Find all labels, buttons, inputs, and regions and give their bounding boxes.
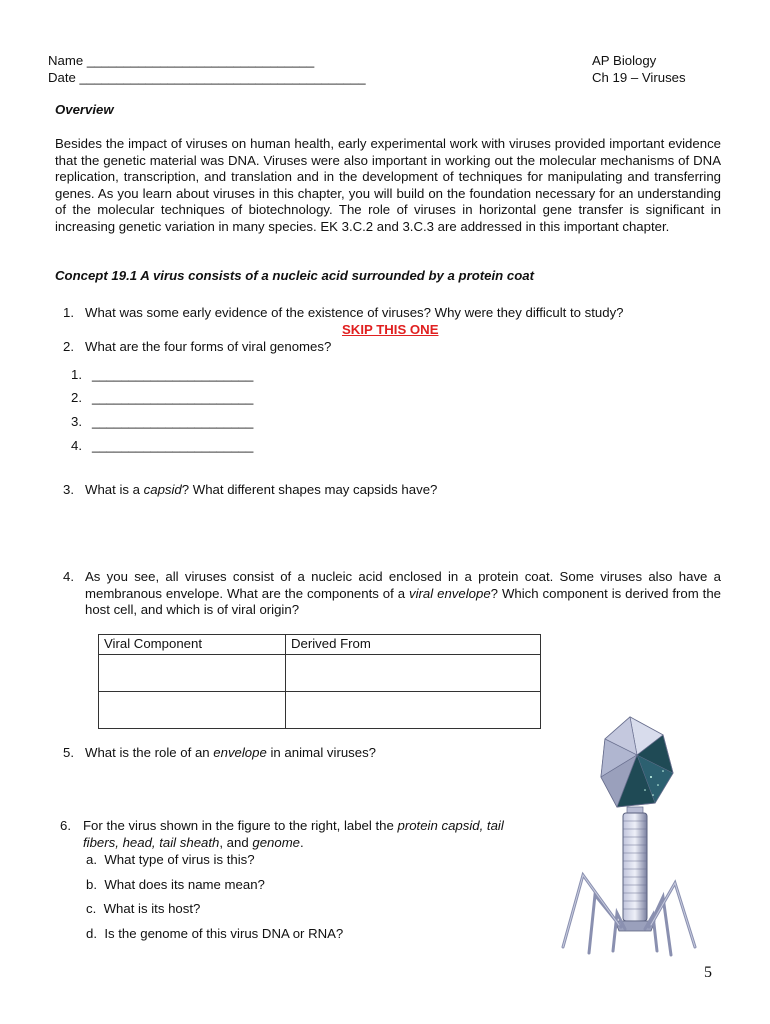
table-cell[interactable] <box>286 691 541 728</box>
genome-blank: ______________________ <box>92 390 254 405</box>
q6-text: For the virus shown in the figure to the right, label the protein capsid, tail fibers, head, tail sheath, and genome. <box>83 818 504 850</box>
q2-number: 2. <box>63 339 74 354</box>
table-header-viral-component: Viral Component <box>99 635 286 655</box>
course-title: AP Biology <box>592 53 657 68</box>
overview-heading: Overview <box>55 102 114 117</box>
genome-blank-number: 4. <box>71 438 82 453</box>
q4-text: As you see, all viruses consist of a nucleic acid enclosed in a protein coat. Some viruses also have a membranous envelope. What are the components of a viral envelope? Which component is derived from the host cell, and which is of viral origin? <box>85 569 722 617</box>
genome-blank: ______________________ <box>92 367 254 382</box>
q5-number: 5. <box>63 745 74 760</box>
q2-text: What are the four forms of viral genomes? <box>85 339 332 354</box>
q6-sub-d: d. Is the genome of this virus DNA or RNA? <box>86 926 344 941</box>
q3-number: 3. <box>63 482 74 497</box>
q6-sub-a: a. What type of virus is this? <box>86 852 255 867</box>
q3-text: What is a capsid? What different shapes may capsids have? <box>85 482 438 497</box>
skip-note: SKIP THIS ONE <box>342 322 439 337</box>
q1-text: What was some early evidence of the existence of viruses? Why were they difficult to study? <box>85 305 624 320</box>
page-number: 5 <box>704 964 712 981</box>
concept-heading: Concept 19.1 A virus consists of a nucleic acid surrounded by a protein coat <box>55 268 535 283</box>
genome-blank-number: 1. <box>71 367 82 382</box>
bacteriophage-illustration-icon <box>555 715 705 960</box>
date-field: Date _______________________________________ <box>48 70 366 85</box>
q1-number: 1. <box>63 305 74 320</box>
table-cell[interactable] <box>99 654 286 691</box>
q4-number: 4. <box>63 569 74 584</box>
genome-blank-number: 2. <box>71 390 82 405</box>
envelope-table <box>98 634 541 729</box>
genome-blank: ______________________ <box>92 414 254 429</box>
chapter-title: Ch 19 – Viruses <box>592 70 686 85</box>
q6-sub-c: c. What is its host? <box>86 901 201 916</box>
table-header-derived-from: Derived From <box>286 635 541 655</box>
q5-text: What is the role of an envelope in animal viruses? <box>85 745 377 760</box>
genome-blank: ______________________ <box>92 438 254 453</box>
genome-blank-number: 3. <box>71 414 82 429</box>
table-cell[interactable] <box>286 654 541 691</box>
name-field: Name _______________________________ <box>48 53 315 68</box>
q6-sub-b: b. What does its name mean? <box>86 877 265 892</box>
q6-number: 6. <box>60 818 71 833</box>
table-cell[interactable] <box>99 691 286 728</box>
overview-paragraph: Besides the impact of viruses on human health, early experimental work with viruses provided important evidence that the genetic material was DNA. Viruses were also important in working out the molecular mechanisms of DNA replication, transcription, and translation and in the development of techniques for manipulating and transferring genes. As you learn about viruses in this chapter, you will build on the foundation necessary for an understanding of the molecular techniques of biotechnology. The role of viruses in horizontal gene transfer is significant in increasing genetic variation in many species. EK 3.C.2 and 3.C.3 are addressed in this important chapter. <box>55 136 721 234</box>
